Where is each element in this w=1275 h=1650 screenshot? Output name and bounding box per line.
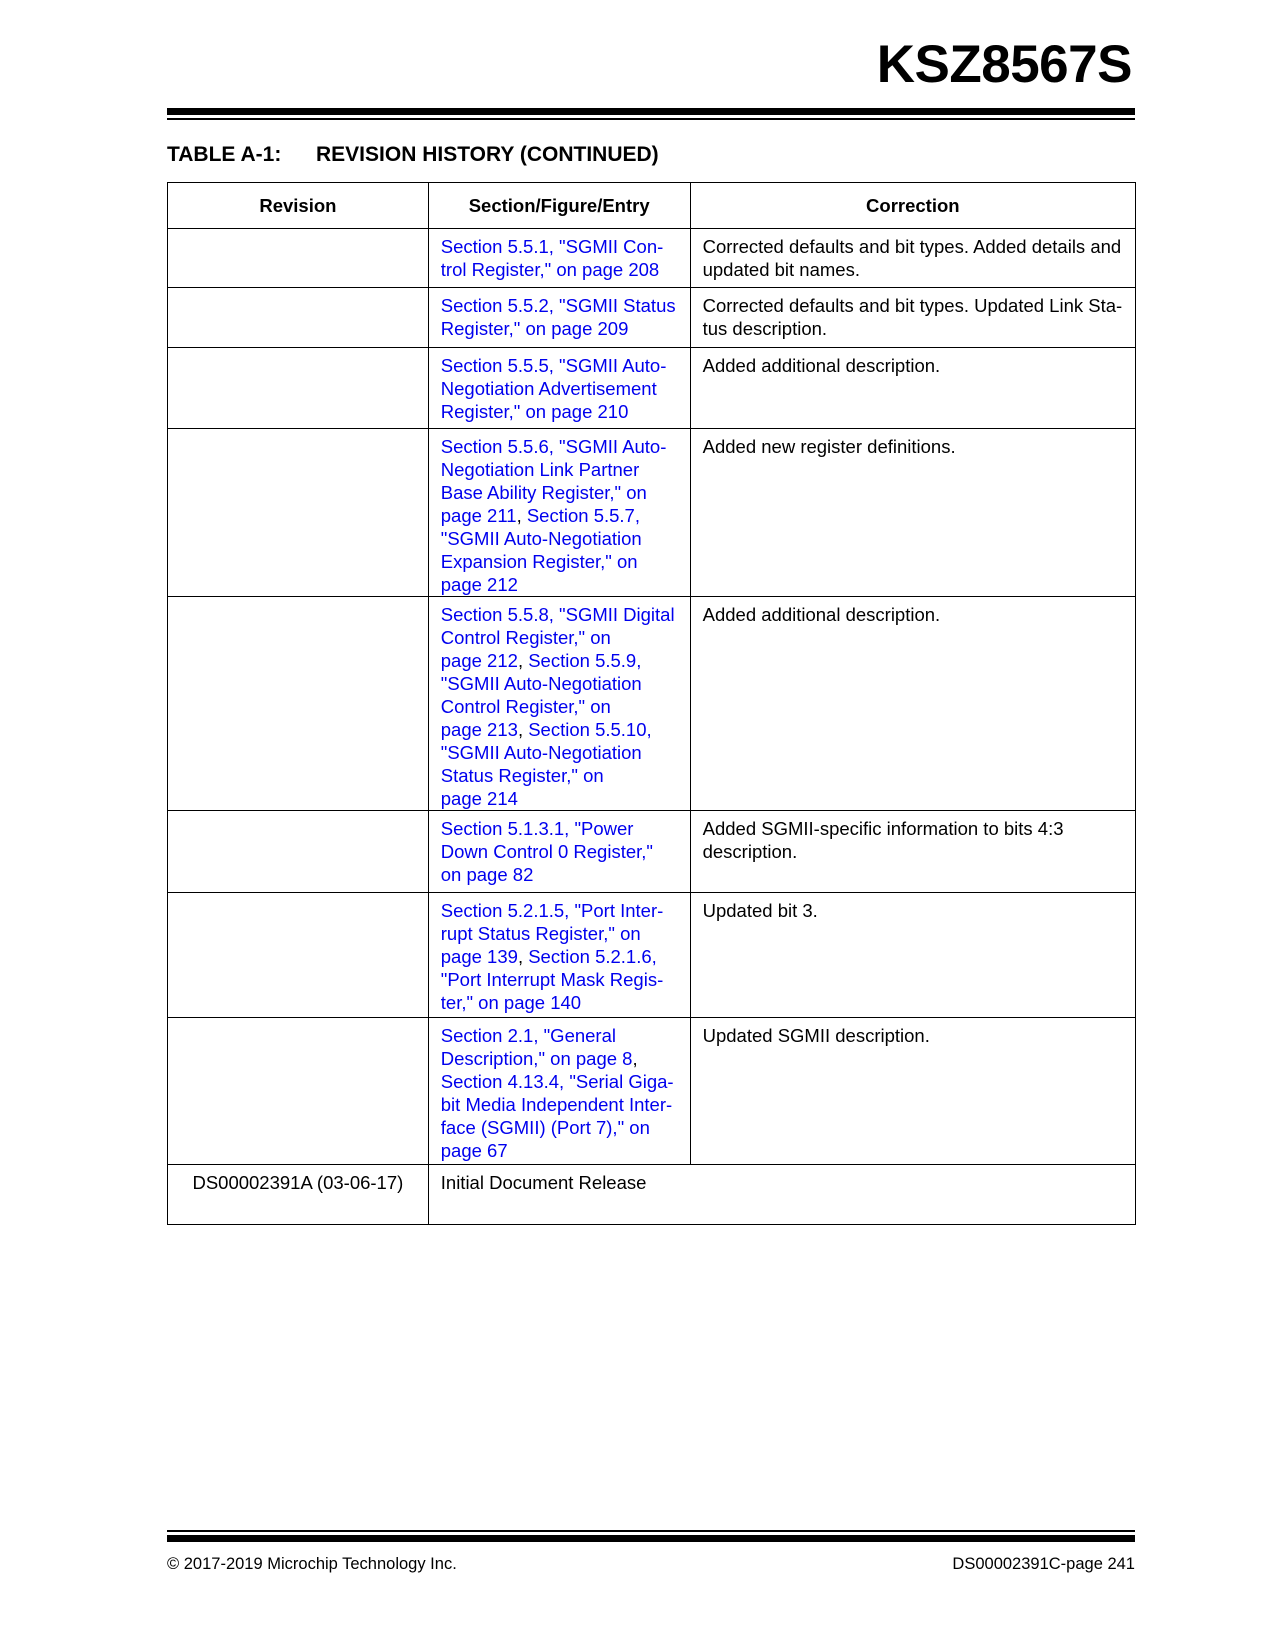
correction-cell: Corrected defaults and bit types. Updated Link Sta- tus description. bbox=[690, 288, 1135, 348]
footer-rule-thin bbox=[167, 1530, 1135, 1532]
section-link[interactable]: Section 5.5.8, "SGMII Digital Control Register," on page 212 bbox=[440, 604, 675, 671]
table-caption-number: TABLE A-1: bbox=[167, 143, 282, 166]
revision-cell bbox=[168, 429, 429, 597]
section-cell: Section 5.5.6, "SGMII Auto- Negotiation Link Partner Base Ability Register," on page 211, Section 5.5.7, "SGMII Auto-Negotiation Expansion Register," on page 212 bbox=[428, 429, 690, 597]
table-row bbox=[168, 597, 1136, 811]
initial-release-cell: Initial Document Release bbox=[428, 1165, 1135, 1225]
header-rule-thin bbox=[167, 118, 1135, 120]
revision-cell bbox=[168, 348, 429, 429]
footer-page-id: DS00002391C-page 241 bbox=[952, 1555, 1135, 1573]
correction-cell: Added additional description. bbox=[690, 597, 1135, 811]
section-link[interactable]: Section 5.5.1, "SGMII Con- trol Register," on page 208 bbox=[440, 236, 664, 280]
column-header-section: Section/Figure/Entry bbox=[428, 183, 690, 229]
section-cell bbox=[428, 288, 690, 348]
correction-cell: Corrected defaults and bit types. Added details and updated bit names. bbox=[690, 229, 1135, 288]
table-caption bbox=[167, 143, 659, 167]
section-link[interactable]: Section 5.5.2, "SGMII Status Register," on page 209 bbox=[440, 295, 676, 339]
section-link[interactable]: Section 2.1, "General Description," on page 8 bbox=[440, 1025, 633, 1069]
correction-cell: Added SGMII-specific information to bits 4:3 description. bbox=[690, 811, 1135, 893]
section-link[interactable]: Section 5.5.6, "SGMII Auto- Negotiation Link Partner Base Ability Register," on page 211 bbox=[440, 436, 667, 526]
table-row bbox=[168, 429, 1136, 597]
revision-history-table bbox=[167, 182, 1136, 1225]
correction-cell: Updated SGMII description. bbox=[690, 1018, 1135, 1165]
revision-cell bbox=[168, 597, 429, 811]
revision-cell: DS00002391A (03-06-17) bbox=[168, 1165, 429, 1225]
section-cell: Section 5.5.8, "SGMII Digital Control Register," on page 212, Section 5.5.9, "SGMII Auto-Negotiation Control Register," on page 213, Section 5.5.10, "SGMII Auto-Negotiation Status Register," on page 214 bbox=[428, 597, 690, 811]
table-row bbox=[168, 288, 1136, 348]
table-body bbox=[168, 229, 1136, 1225]
column-header-correction: Correction bbox=[690, 183, 1135, 229]
table-caption-title: REVISION HISTORY (CONTINUED) bbox=[316, 143, 659, 166]
revision-cell bbox=[168, 893, 429, 1018]
section-cell bbox=[428, 348, 690, 429]
section-link[interactable]: Section 5.2.1.6, "Port Interrupt Mask Regis- ter," on page 140 bbox=[440, 946, 664, 1013]
revision-cell bbox=[168, 288, 429, 348]
revision-cell bbox=[168, 229, 429, 288]
section-cell: Section 2.1, "General Description," on page 8, Section 4.13.4, "Serial Giga- bit Media Independent Inter- face (SGMII) (Port 7)," on page 67 bbox=[428, 1018, 690, 1165]
table-row bbox=[168, 811, 1136, 893]
revision-cell bbox=[168, 1018, 429, 1165]
column-header-revision: Revision bbox=[168, 183, 429, 229]
table-row bbox=[168, 893, 1136, 1018]
section-link[interactable]: Section 5.2.1.5, "Port Inter- rupt Status Register," on page 139 bbox=[440, 900, 664, 967]
section-link[interactable]: Section 5.5.10, "SGMII Auto-Negotiation Status Register," on page 214 bbox=[440, 719, 652, 809]
revision-cell bbox=[168, 811, 429, 893]
section-link[interactable]: Section 5.5.7, "SGMII Auto-Negotiation Expansion Register," on page 212 bbox=[440, 505, 642, 595]
section-cell bbox=[428, 811, 690, 893]
table-header-row bbox=[168, 183, 1136, 229]
table-row bbox=[168, 348, 1136, 429]
correction-cell: Added additional description. bbox=[690, 348, 1135, 429]
section-cell bbox=[428, 229, 690, 288]
correction-cell: Updated bit 3. bbox=[690, 893, 1135, 1018]
header-rule-thick bbox=[167, 108, 1135, 115]
section-cell: Section 5.2.1.5, "Port Inter- rupt Status Register," on page 139, Section 5.2.1.6, "Port Interrupt Mask Regis- ter," on page 140 bbox=[428, 893, 690, 1018]
correction-cell: Added new register definitions. bbox=[690, 429, 1135, 597]
section-link[interactable]: Section 5.5.5, "SGMII Auto- Negotiation Advertisement Register," on page 210 bbox=[440, 355, 667, 422]
document-title: KSZ8567S bbox=[876, 35, 1132, 94]
table-row bbox=[168, 1018, 1136, 1165]
table-row-initial-release bbox=[168, 1165, 1136, 1225]
section-link[interactable]: Section 4.13.4, "Serial Giga- bit Media Independent Inter- face (SGMII) (Port 7)," on page 67 bbox=[440, 1071, 674, 1161]
footer-rule-thick bbox=[167, 1535, 1135, 1542]
footer-copyright: © 2017-2019 Microchip Technology Inc. bbox=[167, 1555, 457, 1573]
section-link[interactable]: Section 5.5.9, "SGMII Auto-Negotiation Control Register," on page 213 bbox=[440, 650, 642, 740]
table-row bbox=[168, 229, 1136, 288]
section-link[interactable]: Section 5.1.3.1, "Power Down Control 0 Register," on page 82 bbox=[440, 818, 653, 885]
